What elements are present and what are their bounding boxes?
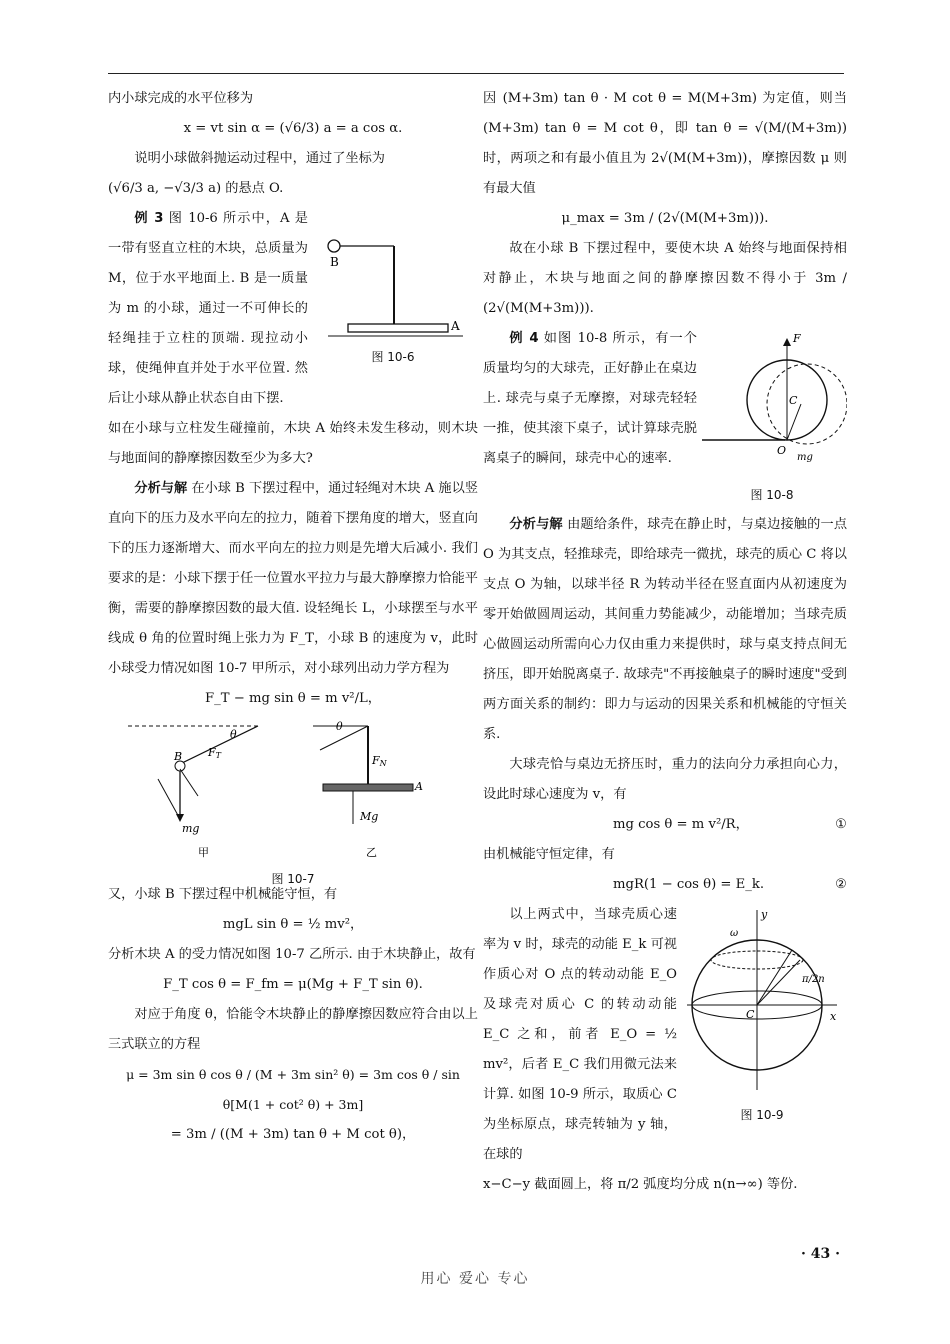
example-3-text: 图 10-6 所示中，A 是一带有竖直立柱的木块，总质量为 M，位于水平地面上. B 是一质量为 m 的小球，通过一不可伸长的轻绳挂于立柱的顶端. 现拉动小球，使绳伸直并处于水平位置. 然后让小球从静止状态自由下摆. <box>108 211 308 406</box>
equation-friction: F_T cos θ = F_fm = μ(Mg + F_T sin θ). <box>163 977 423 992</box>
equation-mu-simplified: = 3m / ((M + 3m) tan θ + M cot θ)， <box>170 1127 416 1142</box>
c-label: C <box>789 394 798 407</box>
page-footer: 用心 爱心 专心 <box>420 1271 530 1287</box>
omega-label: ω <box>730 928 739 939</box>
a-label: A <box>415 780 423 793</box>
example-4-text: 如图 10-8 所示，有一个质量均匀的大球壳，正好静止在桌边上. 球壳与桌子无摩擦，对球壳轻轻一推，使其滚下桌子，试计算球壳脱离桌子的瞬间，球壳中心的速率. <box>483 331 697 466</box>
paragraph-oblique-throw: 说明小球做斜抛运动过程中，通过了坐标为 <box>134 151 385 166</box>
analysis-text-2: 由题给条件，球壳在静止时，与桌边接触的一点 O 为其支点，轻推球壳，即给球壳一微扰，球壳的质心 C 将以支点 O 为轴，以球半径 R 为转动半径在竖直面内从初速度为零开始做圆周运动，其间重力势能减少，动能增加；当球壳质心做圆运动所需向心力仅由重力来提供时，球与桌支持点间无挤压，即开始脱离桌子. 故球壳"不再接触桌子的瞬时速度"受到两方面关系的制约：即力与运动的因果关系和机械能的守恒关系. <box>483 517 848 742</box>
paragraph-block-forces: 分析木块 A 的受力情况如图 10-7 乙所示. 由于木块静止，故有 <box>108 947 476 962</box>
paragraph-no-pressure: 大球壳恰与桌边无挤压时，重力的法向分力承担向心力，设此时球心速度为 v，有 <box>483 757 847 802</box>
figure-10-8-drawing <box>697 330 847 480</box>
mg-label: mg <box>182 822 200 835</box>
equation-centripetal: mg cos θ = m v²/R， <box>613 817 749 832</box>
paragraph-suspension-point: (√6/3 a, −√3/3 a) 的悬点 O. <box>108 181 284 196</box>
figure-10-8 <box>697 330 847 510</box>
block <box>323 784 413 791</box>
f-label: F <box>793 332 801 345</box>
paragraph-conclusion: 故在小球 B 下摆过程中，要使木块 A 始终与地面保持相对静止，木块与地面之间的静摩擦因数不得小于 3m / (2√(M(M+3m))). <box>483 241 847 316</box>
radius-2 <box>757 960 800 1005</box>
equation-number-2: ② <box>835 877 847 892</box>
y-label: y <box>761 908 768 921</box>
equation-energy: mgL sin θ = ½ mv²， <box>222 917 364 932</box>
left-column <box>108 84 478 1150</box>
paragraph-arc-division: x−C−y 截面圆上，将 π/2 弧度均分成 n(n→∞) 等份. <box>483 1177 798 1192</box>
figure-10-9-drawing <box>682 900 842 1100</box>
example-3-block <box>108 204 478 414</box>
analysis-label-2: 分析与解 <box>509 517 563 532</box>
velocity-arrow <box>180 769 198 796</box>
paragraph-energy: 又，小球 B 下摆过程中机械能守恒，有 <box>108 887 338 902</box>
paragraph-conservation: 由机械能守恒定律，有 <box>483 847 615 862</box>
equation-number-1: ① <box>835 817 847 832</box>
wooden-block-a <box>348 324 448 332</box>
label-yi: 乙 <box>366 846 377 859</box>
ball-b <box>328 240 340 252</box>
figure-10-9-block <box>483 900 847 1170</box>
force-parallelogram <box>158 779 180 819</box>
fn-label: FN <box>372 754 387 768</box>
right-column <box>483 84 847 1200</box>
x-label: x <box>830 1010 837 1023</box>
figure-10-6-drawing <box>318 232 468 342</box>
label-b: B <box>330 255 339 269</box>
theta-label: θ <box>230 728 237 741</box>
figure-10-6 <box>308 232 478 414</box>
example-4-label: 例 4 <box>509 331 539 346</box>
force-arrowhead <box>783 338 791 346</box>
header-rule <box>108 73 844 74</box>
paragraph-friction-coefficient: 对应于角度 θ，恰能令木块静止的静摩擦因数应符合由以上三式联立的方程 <box>108 1007 478 1052</box>
radius-1 <box>757 950 792 1005</box>
ft-label: FT <box>208 746 221 760</box>
example-3-label: 例 3 <box>134 211 164 226</box>
b-label: B <box>174 750 183 763</box>
figure-10-7 <box>108 714 478 886</box>
paragraph-constant-product: 因 (M+3m) tan θ · M cot θ = M(M+3m) 为定值，则当 (M+3m) tan θ = M cot θ，即 tan θ = √(M/(M+3m)) 时，两项之和有最小值且为 2√(M(M+3m))，摩擦因数 μ 则有最大值 <box>483 91 847 196</box>
c-origin-label: C <box>746 1008 755 1021</box>
analysis-text: 在小球 B 下摆过程中，通过轻绳对木块 A 施以竖直向下的压力及水平向左的拉力，随着下摆角度的增大，竖直向下的压力逐渐增大、而水平向左的拉力则是先增大后减小. 我们要求的是：小球下摆于任一位置水平拉力与最大静摩擦力恰能平衡，需要的静摩擦因数的最大值. 设轻绳长 L，小球摆至与水平线成 θ 角的位置时绳上张力为 F_T，小球 B 的速度为 v，此时小球受力情况如图 10-7 甲所示，对小球列出动力学方程为 <box>108 481 479 676</box>
example-4-block <box>483 324 847 510</box>
figure-10-6-caption: 图 10-6 <box>371 350 415 364</box>
page-number: · 43 · <box>801 1246 840 1262</box>
shell-displaced <box>767 364 847 444</box>
paragraph-kinetic-energy: 以上两式中，当球壳质心速率为 v 时，球壳的动能 E_k 可视作质心对 O 点的转动动能 E_O 及球壳对质心 C 的转动动能 E_C 之和，前者 E_O = ½ mv²，后者 E_C 我们用微元法来计算. 如图 10-9 所示，取质心 C 为坐标原点，球壳转轴为 y 轴，在球的 <box>483 907 677 1162</box>
figure-10-7-caption: 图 10-7 <box>271 872 315 886</box>
analysis-label: 分析与解 <box>134 481 188 496</box>
equation-mu-max: μ_max = 3m / (2√(M(M+3m))). <box>561 211 769 226</box>
figure-10-7-drawing <box>108 714 478 864</box>
radius-line <box>787 404 801 440</box>
figure-10-9-caption: 图 10-9 <box>740 1108 784 1122</box>
equation-horizontal-displacement: x = vt sin α = (√6/3) a = a cos α. <box>183 121 403 136</box>
label-a: A <box>451 319 460 333</box>
equation-mu: μ = 3m sin θ cos θ / (M + 3m sin² θ) = 3m cos θ / sin θ[M(1 + cot² θ) + 3m] <box>126 1067 460 1112</box>
equation-dynamics: F_T − mg sin θ = m v²/L， <box>205 691 381 706</box>
label-jia: 甲 <box>198 846 209 859</box>
tension <box>320 726 368 750</box>
left-line-1: 内小球完成的水平位移为 <box>108 91 254 106</box>
figure-10-9 <box>677 900 847 1170</box>
pi-over-2n-label: π/2n <box>802 974 825 985</box>
o-label: O <box>777 444 787 457</box>
figure-10-8-caption: 图 10-8 <box>750 488 794 502</box>
example-3-question: 如在小球与立柱发生碰撞前，木块 A 始终未发生移动，则木块与地面间的静摩擦因数至少为多大? <box>108 421 478 466</box>
mg2-label: Mg <box>360 810 379 823</box>
equation-kinetic: mgR(1 − cos θ) = E_k. <box>613 877 765 892</box>
mg-label-2: mg <box>797 452 813 463</box>
theta2-label: θ <box>336 720 343 733</box>
